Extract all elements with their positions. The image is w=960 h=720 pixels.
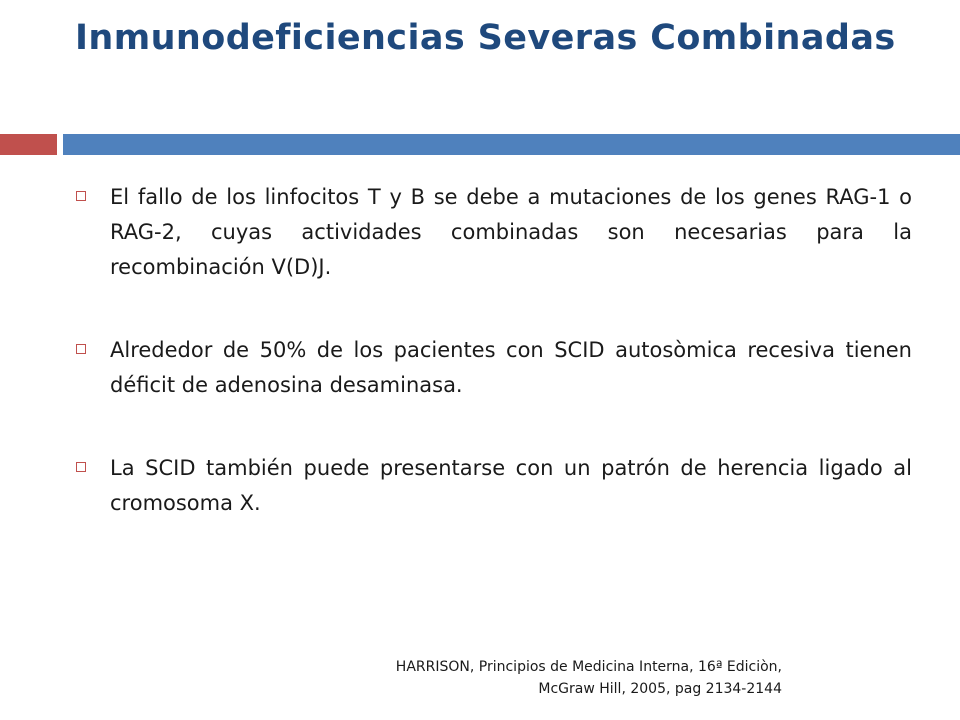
- bullet-text: La SCID también puede presentarse con un patrón de herencia ligado al cromosoma X.: [110, 456, 912, 515]
- bullet-item: [72, 333, 912, 403]
- citation-line-1: HARRISON, Principios de Medicina Interna, 16ª Ediciòn,: [395, 659, 782, 675]
- accent-bar-red: [0, 134, 57, 155]
- bullet-list: [72, 180, 912, 569]
- slide-title: Inmunodeficiencias Severas Combinadas: [75, 18, 896, 58]
- square-bullet-icon: [76, 462, 86, 472]
- square-bullet-icon: [76, 344, 86, 354]
- bullet-text: El fallo de los linfocitos T y B se debe a mutaciones de los genes RAG-1 o RAG-2, cuyas actividades combinadas son necesarias para la recombinación V(D)J.: [110, 185, 912, 279]
- square-bullet-icon: [76, 191, 86, 201]
- bullet-item: [72, 451, 912, 521]
- citation-line-2: McGraw Hill, 2005, pag 2134-2144: [538, 681, 782, 697]
- bullet-text: Alrededor de 50% de los pacientes con SCID autosòmica recesiva tienen déficit de adenosina desaminasa.: [110, 338, 912, 397]
- accent-bar-blue: [63, 134, 960, 155]
- bullet-item: [72, 180, 912, 285]
- citation: [396, 656, 782, 700]
